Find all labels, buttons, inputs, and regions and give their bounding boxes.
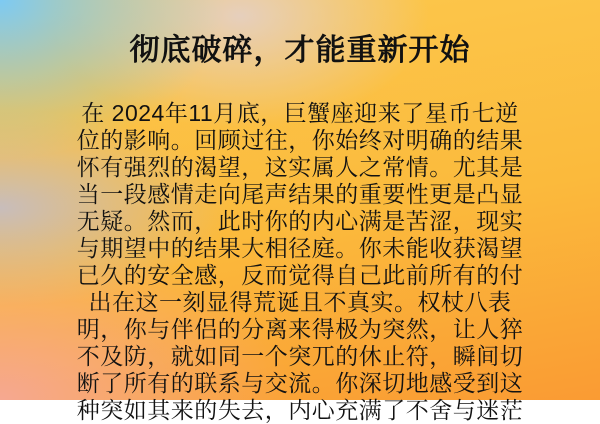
article-title: 彻底破碎，才能重新开始	[129, 34, 471, 67]
body-line: 出在这一刻显得荒诞且不真实。权杖八表	[88, 289, 512, 315]
body-line: 当一段感情走向尾声结果的重要性更是凸显	[76, 181, 524, 207]
body-line: 无疑。然而，此时你的内心满是苦涩，现实	[76, 208, 524, 234]
body-line: 断了所有的联系与交流。你深切地感受到这	[76, 370, 524, 396]
body-line: 不及防，就如同一个突兀的休止符，瞬间切	[76, 343, 524, 369]
article-body	[0, 100, 600, 424]
body-line: 在 2024年11月底，巨蟹座迎来了星币七逆	[81, 100, 519, 126]
body-line: 位的影响。回顾过往，你始终对明确的结果	[76, 127, 524, 153]
body-line: 与期望中的结果大相径庭。你未能收获渴望	[76, 235, 524, 261]
body-line: 已久的安全感，反而觉得自己此前所有的付	[76, 262, 524, 288]
body-line: 怀有强烈的渴望，这实属人之常情。尤其是	[76, 154, 524, 180]
body-line-partial: 种突如其来的失去，内心充满了不舍与迷茫	[76, 397, 524, 423]
body-line: 明，你与伴侣的分离来得极为突然，让人猝	[76, 316, 524, 342]
